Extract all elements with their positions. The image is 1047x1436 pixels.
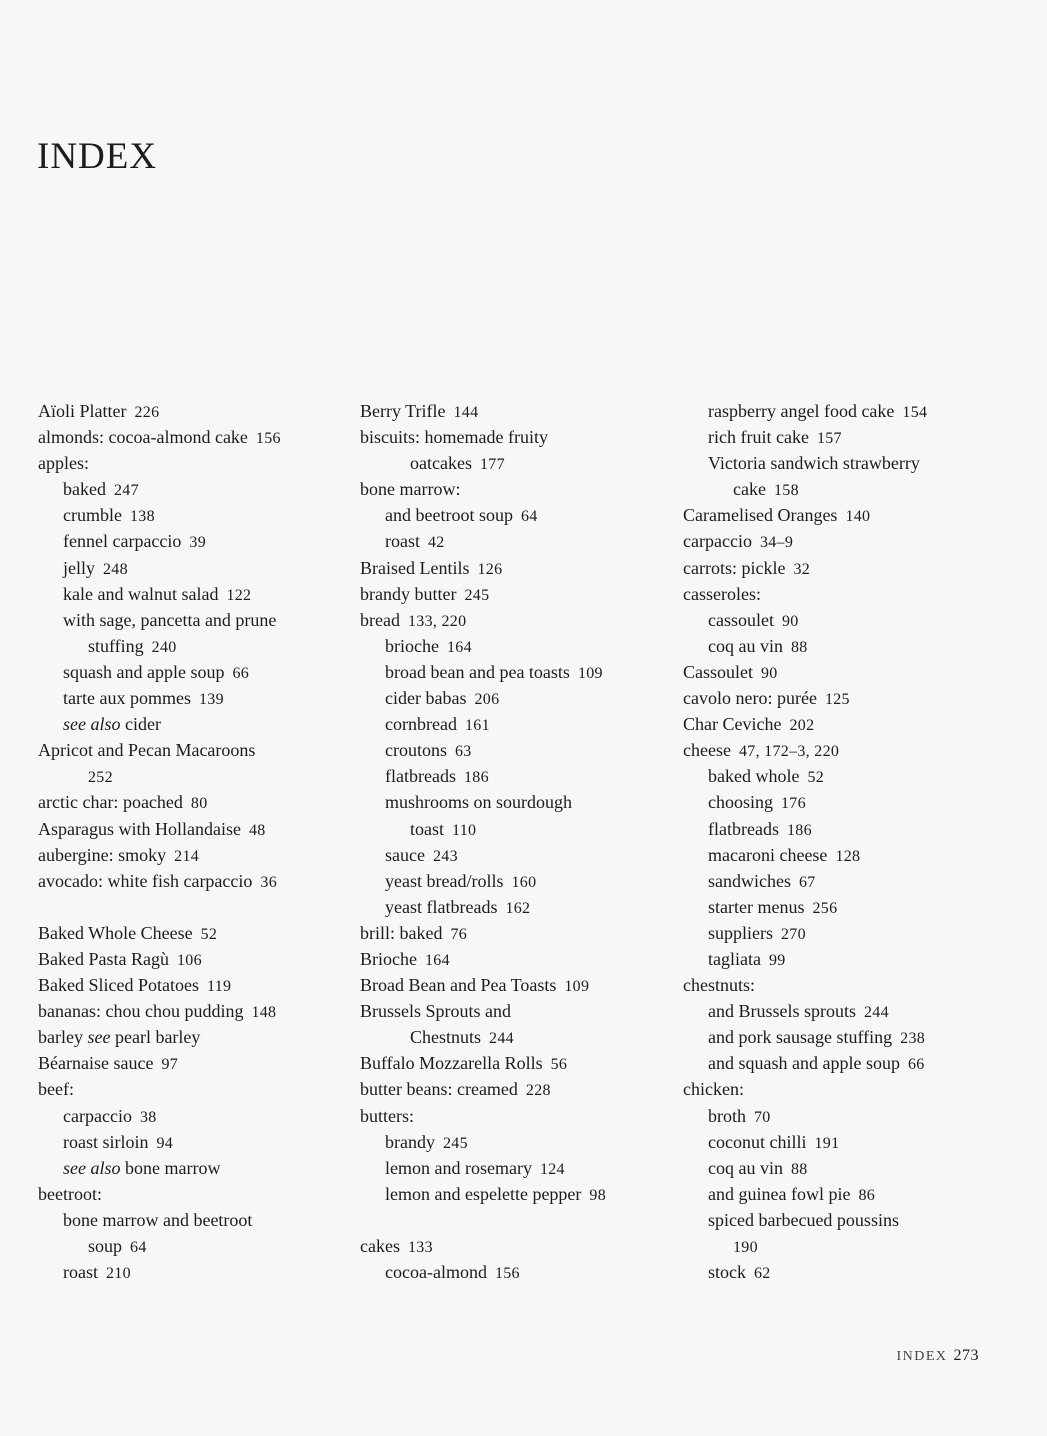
- index-entry: [38, 868, 338, 894]
- entry-term: rich fruit cake: [708, 427, 809, 448]
- page-reference: 38: [139, 1108, 157, 1126]
- index-subentry: [38, 763, 338, 789]
- page-reference: 106: [176, 951, 202, 969]
- index-column-1: [38, 398, 338, 1285]
- index-subentry: [38, 1233, 338, 1259]
- page-reference: 34–9: [759, 534, 794, 552]
- entry-term: spiced barbecued poussins: [708, 1209, 899, 1230]
- entry-term: coq au vin: [708, 1157, 783, 1178]
- index-entry: [38, 998, 338, 1024]
- page-reference: 36: [260, 873, 278, 891]
- index-subentry: [683, 398, 983, 424]
- page-reference: 67: [798, 873, 816, 891]
- index-entry: [38, 1024, 338, 1050]
- entry-term: Broad Bean and Pea Toasts: [360, 975, 557, 996]
- index-entry: [38, 842, 338, 868]
- page-reference: 66: [232, 664, 250, 682]
- index-entry: [683, 528, 983, 554]
- index-entry: [38, 946, 338, 972]
- entry-term: Baked Whole Cheese: [38, 922, 193, 943]
- entry-term: lemon and espelette pepper: [385, 1183, 582, 1204]
- cross-reference-label: see also: [63, 1157, 121, 1178]
- entry-term: casseroles:: [683, 583, 761, 604]
- entry-term: bone marrow:: [360, 479, 461, 500]
- index-entry: [683, 555, 983, 581]
- page-reference: 154: [902, 404, 928, 421]
- page-reference: 245: [442, 1134, 468, 1152]
- entry-term: roast: [385, 531, 420, 552]
- entry-term: carrots: pickle: [683, 557, 786, 578]
- entry-term: roast: [63, 1262, 98, 1283]
- index-subentry: [38, 711, 338, 737]
- page-reference: 157: [816, 430, 842, 448]
- page-reference: 177: [479, 456, 505, 474]
- index-entry: [360, 1103, 660, 1129]
- index-subentry: [683, 763, 983, 789]
- index-entry: [38, 1076, 338, 1102]
- entry-term: beetroot:: [38, 1183, 102, 1204]
- index-subentry: [38, 528, 338, 554]
- page-reference: 162: [505, 899, 531, 917]
- index-subentry: [683, 1207, 983, 1233]
- index-subentry: [360, 528, 660, 554]
- entry-term: kale and walnut salad: [63, 583, 219, 604]
- page-reference: 228: [525, 1082, 551, 1100]
- index-subentry: [38, 555, 338, 581]
- entry-term: crumble: [63, 505, 122, 526]
- page-reference: 248: [103, 560, 128, 578]
- page-reference: 90: [781, 612, 799, 630]
- entry-term: squash and apple soup: [63, 661, 225, 682]
- page-reference: 122: [226, 586, 252, 604]
- entry-term: fennel carpaccio: [63, 531, 182, 552]
- entry-term: croutons: [385, 740, 447, 761]
- page-reference: 52: [807, 769, 825, 787]
- entry-term: suppliers: [708, 922, 773, 943]
- page-reference: 42: [428, 534, 445, 552]
- index-entry: [360, 972, 660, 998]
- entry-term: and guinea fowl pie: [708, 1183, 851, 1204]
- index-entry: [38, 424, 338, 450]
- entry-spacer: [38, 894, 338, 920]
- index-subentry: [683, 1024, 983, 1050]
- entry-term: cassoulet: [708, 609, 774, 630]
- entry-term: cheese: [683, 740, 731, 761]
- entry-term: tagliata: [708, 948, 761, 969]
- page-reference: 70: [754, 1108, 771, 1126]
- index-subentry: [683, 894, 983, 920]
- page-reference: 64: [520, 508, 538, 526]
- entry-term: with sage, pancetta and prune: [63, 609, 277, 630]
- page-reference: 247: [113, 482, 139, 500]
- page-reference: 238: [900, 1030, 926, 1048]
- page-reference: 88: [790, 1160, 808, 1178]
- page-reference: 206: [474, 691, 500, 709]
- index-subentry: [683, 998, 983, 1024]
- entry-term: sandwiches: [708, 870, 791, 891]
- page-reference: 156: [494, 1265, 520, 1283]
- page-reference: 252: [88, 769, 113, 787]
- page-reference: 90: [761, 664, 778, 682]
- page-reference: 161: [464, 717, 490, 735]
- entry-term: tarte aux pommes: [63, 688, 191, 709]
- entry-term: aubergine: smoky: [38, 844, 167, 865]
- index-entry: [38, 816, 338, 842]
- page-reference: 109: [577, 664, 603, 682]
- page-reference: 240: [151, 638, 177, 656]
- page-reference: 164: [424, 951, 450, 969]
- entry-term: cavolo nero: purée: [683, 688, 817, 709]
- cross-reference-label: see also: [63, 714, 121, 735]
- entry-term: brill: baked: [360, 922, 443, 943]
- entry-term: cake: [733, 479, 766, 500]
- entry-term: Baked Pasta Ragù: [38, 948, 169, 969]
- entry-term: coq au vin: [708, 635, 783, 656]
- index-subentry: [38, 633, 338, 659]
- page-reference: 56: [550, 1056, 568, 1074]
- page-reference: 139: [198, 691, 224, 709]
- index-subentry: [683, 1129, 983, 1155]
- page-title: INDEX: [37, 136, 158, 177]
- index-entry: [683, 972, 983, 998]
- index-subentry: [38, 502, 338, 528]
- entry-term: Baked Sliced Potatoes: [38, 975, 199, 996]
- index-subentry: [38, 659, 338, 685]
- entry-term: chestnuts:: [683, 975, 755, 996]
- index-subentry: [360, 816, 660, 842]
- page-reference: 164: [446, 638, 472, 656]
- page-reference: 190: [733, 1239, 758, 1256]
- index-subentry: [683, 789, 983, 815]
- index-entry: [683, 659, 983, 685]
- entry-term: and Brussels sprouts: [708, 1001, 856, 1022]
- index-subentry: [38, 1207, 338, 1233]
- page-folio: [896, 1347, 979, 1365]
- index-entry: [360, 398, 660, 424]
- page-reference: 39: [189, 534, 207, 552]
- page-reference: 125: [824, 691, 850, 709]
- page-reference: 97: [161, 1056, 179, 1074]
- index-subentry: [683, 450, 983, 476]
- entry-term: butters:: [360, 1105, 414, 1126]
- entry-term: and squash and apple soup: [708, 1053, 900, 1074]
- page-reference: 133: [407, 1239, 433, 1256]
- page-reference: 226: [134, 404, 160, 421]
- entry-term: choosing: [708, 792, 773, 813]
- index-subentry: [683, 1050, 983, 1076]
- page-reference: 32: [793, 560, 811, 578]
- index-entry: [360, 1050, 660, 1076]
- page-reference: 99: [768, 951, 786, 969]
- page-reference: 52: [200, 925, 218, 943]
- page-reference: 128: [835, 847, 861, 865]
- entry-term: baked: [63, 479, 106, 500]
- entry-term: biscuits: homemade fruity: [360, 427, 548, 448]
- index-entry: [360, 607, 660, 633]
- entry-term: roast sirloin: [63, 1131, 149, 1152]
- index-column-2: [360, 398, 660, 1285]
- entry-term: bananas: chou chou pudding: [38, 1001, 244, 1022]
- index-subentry: [38, 1103, 338, 1129]
- entry-term: almonds: cocoa-almond cake: [38, 427, 248, 448]
- index-subentry: [683, 920, 983, 946]
- index-entry: [360, 581, 660, 607]
- index-subentry: [360, 868, 660, 894]
- page-reference: 148: [251, 1004, 277, 1022]
- index-subentry: [38, 1129, 338, 1155]
- index-subentry: [360, 1259, 660, 1285]
- cross-reference-label: see: [87, 1027, 111, 1048]
- entry-term: cocoa-almond: [385, 1262, 487, 1283]
- page-reference: 244: [864, 1004, 889, 1022]
- index-subentry: [360, 711, 660, 737]
- page-reference: 98: [589, 1186, 607, 1204]
- index-subentry: [683, 607, 983, 633]
- entry-term: carpaccio: [683, 531, 752, 552]
- entry-term: apples:: [38, 453, 89, 474]
- index-subentry: [683, 1233, 983, 1259]
- entry-term: lemon and rosemary: [385, 1157, 532, 1178]
- page-reference: 109: [564, 978, 590, 996]
- page-reference: 88: [790, 638, 808, 656]
- index-subentry: [360, 1129, 660, 1155]
- page-reference: 133, 220: [407, 612, 467, 630]
- entry-term: Béarnaise sauce: [38, 1053, 154, 1074]
- entry-term: broad bean and pea toasts: [385, 661, 570, 682]
- index-subentry: [683, 424, 983, 450]
- entry-term: macaroni cheese: [708, 844, 828, 865]
- index-subentry: [683, 842, 983, 868]
- index-entry: [683, 685, 983, 711]
- index-entry: [360, 1233, 660, 1259]
- page-reference: 48: [248, 821, 266, 839]
- page-reference: 245: [464, 586, 490, 604]
- index-subentry: [683, 1155, 983, 1181]
- entry-term: Aïoli Platter: [38, 401, 127, 421]
- entry-term: sauce: [385, 844, 425, 865]
- entry-term: flatbreads: [385, 766, 456, 787]
- entry-term: jelly: [63, 557, 95, 578]
- entry-term: Buffalo Mozzarella Rolls: [360, 1053, 543, 1074]
- index-subentry: [38, 1259, 338, 1285]
- page-reference: 244: [489, 1030, 514, 1048]
- entry-term: Brioche: [360, 948, 417, 969]
- page-reference: 94: [156, 1134, 174, 1152]
- entry-term: mushrooms on sourdough: [385, 792, 573, 813]
- index-entry: [683, 1076, 983, 1102]
- index-subentry: [360, 450, 660, 476]
- entry-term: and pork sausage stuffing: [708, 1027, 893, 1048]
- index-subentry: [683, 476, 983, 502]
- index-subentry: [38, 476, 338, 502]
- entry-term: Berry Trifle: [360, 401, 446, 421]
- entry-term: beef:: [38, 1079, 74, 1100]
- page-reference: 186: [463, 769, 489, 787]
- page-reference: 86: [858, 1186, 876, 1204]
- page-reference: 138: [129, 508, 155, 526]
- index-subentry: [360, 842, 660, 868]
- entry-term: avocado: white fish carpaccio: [38, 870, 253, 891]
- entry-term: chicken:: [683, 1079, 744, 1100]
- index-entry: [38, 789, 338, 815]
- page-reference: 214: [174, 847, 200, 865]
- entry-term: Cassoulet: [683, 661, 753, 682]
- page-reference: 202: [789, 717, 815, 735]
- index-entry: [38, 920, 338, 946]
- entry-term: brandy: [385, 1131, 435, 1152]
- entry-term: cider: [120, 714, 161, 735]
- entry-term: and beetroot soup: [385, 505, 513, 526]
- entry-term: Chestnuts: [410, 1027, 482, 1048]
- entry-term: broth: [708, 1105, 746, 1126]
- index-subentry: [360, 894, 660, 920]
- index-column-3: [683, 398, 983, 1285]
- entry-term: brandy butter: [360, 583, 457, 604]
- index-entry: [360, 555, 660, 581]
- entry-term: cakes: [360, 1236, 400, 1256]
- index-subentry: [683, 1259, 983, 1285]
- page-reference: 62: [754, 1265, 771, 1283]
- index-subentry: [38, 581, 338, 607]
- index-entry: [38, 450, 338, 476]
- entry-term: brioche: [385, 635, 439, 656]
- entry-term: cider babas: [385, 688, 467, 709]
- entry-term: butter beans: creamed: [360, 1079, 518, 1100]
- index-subentry: [683, 946, 983, 972]
- page-reference: 256: [812, 899, 838, 917]
- index-entry: [683, 502, 983, 528]
- page-reference: 63: [455, 743, 472, 761]
- index-subentry: [360, 685, 660, 711]
- page-reference: 76: [450, 925, 468, 943]
- page-reference: 176: [781, 795, 806, 813]
- index-entry: [683, 737, 983, 763]
- page-reference: 186: [786, 821, 812, 839]
- entry-term: Caramelised Oranges: [683, 505, 838, 526]
- index-subentry: [360, 1155, 660, 1181]
- index-subentry: [360, 1181, 660, 1207]
- index-subentry: [360, 502, 660, 528]
- index-entry: [38, 1181, 338, 1207]
- entry-term: oatcakes: [410, 453, 472, 474]
- index-subentry: [360, 763, 660, 789]
- index-entry: [38, 398, 338, 424]
- index-subentry: [683, 633, 983, 659]
- index-entry: [38, 1050, 338, 1076]
- page-reference: 158: [773, 482, 799, 500]
- page-reference: 191: [814, 1134, 840, 1152]
- index-subentry: [360, 737, 660, 763]
- index-subentry: [360, 1024, 660, 1050]
- entry-term: Victoria sandwich strawberry: [708, 453, 920, 474]
- index-subentry: [683, 1181, 983, 1207]
- index-subentry: [38, 685, 338, 711]
- page-reference: 66: [907, 1056, 925, 1074]
- entry-term: bone marrow and beetroot: [63, 1209, 253, 1230]
- index-entry: [683, 711, 983, 737]
- index-subentry: [683, 868, 983, 894]
- entry-term: cornbread: [385, 714, 457, 735]
- page-reference: 80: [190, 795, 208, 813]
- entry-term: barley: [38, 1027, 88, 1048]
- entry-term: starter menus: [708, 896, 805, 917]
- index-entry: [360, 920, 660, 946]
- entry-term: raspberry angel food cake: [708, 401, 895, 421]
- index-entry: [683, 581, 983, 607]
- entry-term: soup: [88, 1236, 123, 1256]
- page-reference: 243: [432, 847, 458, 865]
- page-reference: 144: [453, 404, 479, 421]
- entry-term: Asparagus with Hollandaise: [38, 818, 241, 839]
- entry-term: yeast flatbreads: [385, 896, 498, 917]
- page-reference: 140: [845, 508, 871, 526]
- index-entry: [360, 476, 660, 502]
- index-subentry: [683, 1103, 983, 1129]
- entry-term: bone marrow: [120, 1157, 221, 1178]
- entry-term: Braised Lentils: [360, 557, 470, 578]
- index-subentry: [360, 633, 660, 659]
- page-reference: 270: [781, 925, 806, 943]
- index-subentry: [38, 1155, 338, 1181]
- index-entry: [360, 946, 660, 972]
- entry-term: Apricot and Pecan Macaroons: [38, 740, 256, 761]
- index-subentry: [683, 816, 983, 842]
- page-reference: 47, 172–3, 220: [738, 743, 840, 761]
- index-subentry: [38, 607, 338, 633]
- index-entry: [360, 998, 660, 1024]
- index-entry: [38, 972, 338, 998]
- entry-term: Brussels Sprouts and: [360, 1001, 512, 1022]
- entry-term: Char Ceviche: [683, 714, 782, 735]
- page-reference: 156: [255, 430, 281, 448]
- folio-label: INDEX: [896, 1349, 948, 1364]
- cross-reference-target: pearl barley: [110, 1027, 201, 1048]
- entry-term: stuffing: [88, 635, 144, 656]
- page-reference: 119: [206, 978, 232, 996]
- folio-page-number: 273: [953, 1347, 979, 1364]
- page-reference: 126: [477, 560, 503, 578]
- entry-term: bread: [360, 609, 400, 630]
- entry-term: arctic char: poached: [38, 792, 183, 813]
- page-reference: 160: [511, 873, 537, 891]
- entry-term: stock: [708, 1262, 746, 1283]
- index-subentry: [360, 659, 660, 685]
- page-reference: 110: [452, 821, 477, 839]
- index-subentry: [360, 789, 660, 815]
- page-reference: 124: [539, 1160, 565, 1178]
- index-entry: [360, 424, 660, 450]
- entry-term: yeast bread/rolls: [385, 870, 504, 891]
- page-reference: 64: [130, 1239, 147, 1256]
- entry-term: coconut chilli: [708, 1131, 807, 1152]
- entry-term: carpaccio: [63, 1105, 132, 1126]
- index-entry: [360, 1076, 660, 1102]
- index-entry: [38, 737, 338, 763]
- entry-spacer: [360, 1207, 660, 1233]
- entry-term: baked whole: [708, 766, 800, 787]
- entry-term: flatbreads: [708, 818, 779, 839]
- page-reference: 210: [106, 1265, 131, 1283]
- entry-term: toast: [410, 818, 444, 839]
